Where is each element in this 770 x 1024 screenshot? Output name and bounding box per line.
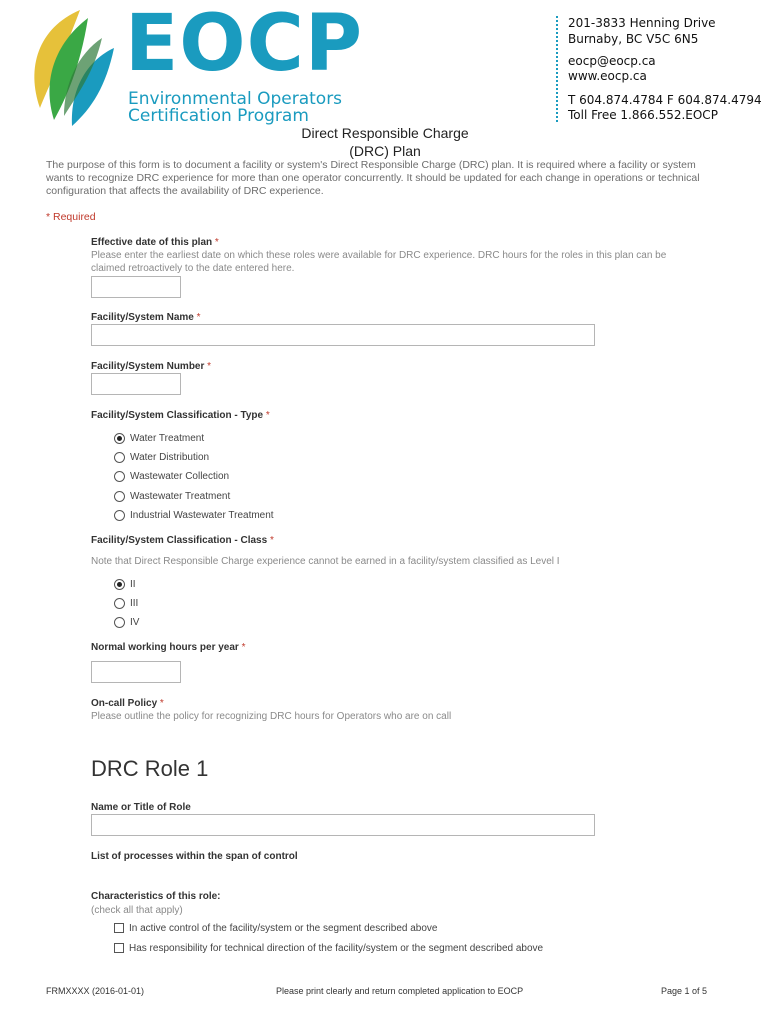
processes-label: List of processes within the span of control <box>91 851 298 862</box>
footer-note: Please print clearly and return completed application to EOCP <box>276 986 524 996</box>
radio-selected-icon[interactable] <box>114 433 125 444</box>
form-title-line-1: Direct Responsible Charge <box>301 125 469 141</box>
role-name-input[interactable] <box>91 814 595 836</box>
type-option-industrial-wastewater[interactable]: Industrial Wastewater Treatment <box>114 508 274 522</box>
type-option-wastewater-collection[interactable]: Wastewater Collection <box>114 469 229 483</box>
contact-divider <box>556 16 560 122</box>
classification-class-help: Note that Direct Responsible Charge experience cannot be earned in a facility/system classified as Level I <box>91 556 560 567</box>
class-option-ii[interactable]: II <box>114 577 136 591</box>
contact-email: eocp@eocp.ca <box>568 54 656 68</box>
checkbox-icon[interactable] <box>114 943 124 953</box>
characteristics-help: (check all that apply) <box>91 905 183 916</box>
footer-form-code: FRMXXXX (2016-01-01) <box>46 986 145 996</box>
intro-line-3: configuration that affects the availability of DRC experience. <box>46 185 324 197</box>
working-hours-input[interactable] <box>91 661 181 683</box>
form-title-line-2: (DRC) Plan <box>349 143 421 159</box>
contact-phone: T 604.874.4784 F 604.874.4794 <box>568 93 762 107</box>
oncall-help: Please outline the policy for recognizing DRC hours for Operators who are on call <box>91 711 452 722</box>
classification-type-label: Facility/System Classification - Type * <box>91 410 270 421</box>
effective-date-input[interactable] <box>91 276 181 298</box>
contact-tollfree: Toll Free 1.866.552.EOCP <box>568 108 718 122</box>
facility-number-input[interactable] <box>91 373 181 395</box>
characteristic-option-technical-direction[interactable]: Has responsibility for technical direction of the facility/system or the segment described above <box>114 941 543 955</box>
facility-name-label: Facility/System Name * <box>91 312 201 323</box>
radio-selected-icon[interactable] <box>114 579 125 590</box>
checkbox-icon[interactable] <box>114 923 124 933</box>
radio-icon[interactable] <box>114 491 125 502</box>
effective-date-help-1: Please enter the earliest date on which these roles were available for DRC experience. DRC hours for the roles in this plan can be <box>91 250 667 261</box>
contact-address-2: Burnaby, BC V5C 6N5 <box>568 32 699 46</box>
intro-line-1: The purpose of this form is to document a facility or system's Direct Responsible Charge (DRC) plan. It is required where a facility or system <box>46 159 696 171</box>
role-name-label: Name or Title of Role <box>91 802 191 813</box>
type-option-wastewater-treatment[interactable]: Wastewater Treatment <box>114 489 230 503</box>
radio-icon[interactable] <box>114 617 125 628</box>
logo-subtitle-1: Environmental Operators <box>128 89 343 109</box>
contact-web: www.eocp.ca <box>568 69 647 83</box>
facility-name-input[interactable] <box>91 324 595 346</box>
footer-page-number: Page 1 of 5 <box>661 986 708 996</box>
oncall-label: On-call Policy * <box>91 698 164 709</box>
type-option-water-distribution[interactable]: Water Distribution <box>114 450 209 464</box>
class-option-iv[interactable]: IV <box>114 615 139 629</box>
characteristics-label: Characteristics of this role: <box>91 891 221 902</box>
working-hours-label: Normal working hours per year * <box>91 642 246 653</box>
radio-icon[interactable] <box>114 510 125 521</box>
characteristic-option-active-control[interactable]: In active control of the facility/system or the segment described above <box>114 921 438 935</box>
radio-icon[interactable] <box>114 598 125 609</box>
logo-wordmark: EOCP <box>125 0 363 89</box>
eocp-logo-mark <box>18 8 118 128</box>
type-option-water-treatment[interactable]: Water Treatment <box>114 431 204 445</box>
drc-role-heading: DRC Role 1 <box>91 756 209 781</box>
logo-subtitle-2: Certification Program <box>128 106 309 126</box>
effective-date-label: Effective date of this plan * <box>91 237 219 248</box>
contact-address-1: 201-3833 Henning Drive <box>568 16 716 30</box>
radio-icon[interactable] <box>114 471 125 482</box>
class-option-iii[interactable]: III <box>114 596 138 610</box>
facility-number-label: Facility/System Number * <box>91 361 212 372</box>
radio-icon[interactable] <box>114 452 125 463</box>
required-note: * Required <box>46 211 96 223</box>
intro-line-2: wants to recognize DRC experience for more than one operator concurrently. It should be updated for each change in operations or technical <box>46 172 700 184</box>
effective-date-help-2: claimed retroactively to the date entered here. <box>91 263 295 274</box>
classification-class-label: Facility/System Classification - Class * <box>91 535 274 546</box>
